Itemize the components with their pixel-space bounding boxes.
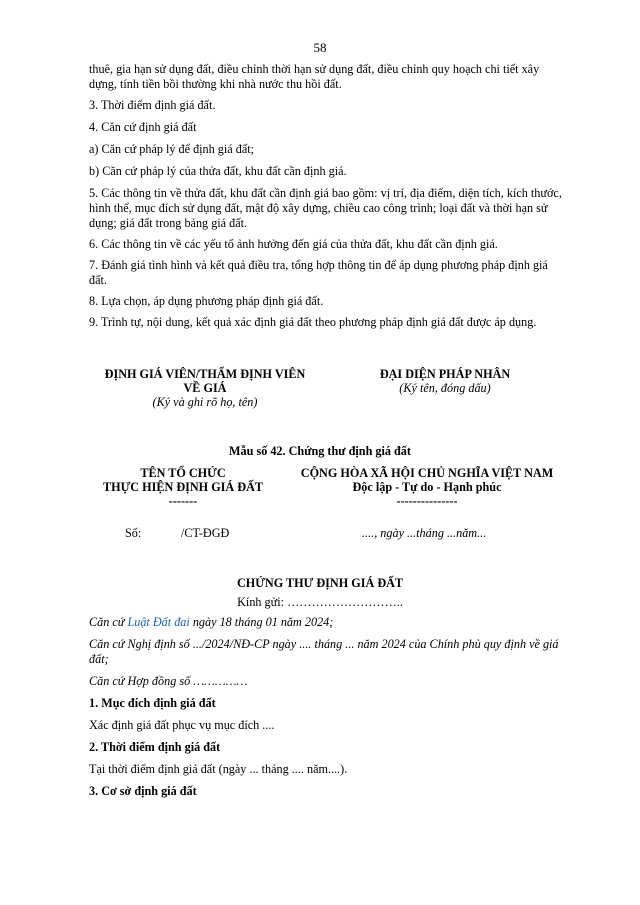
legal-basis-1-prefix: Căn cứ: [89, 615, 128, 629]
signature-left-note: (Ký và ghi rõ họ, tên): [152, 395, 258, 409]
signature-right-title: ĐẠI DIỆN PHÁP NHÂN: [379, 367, 511, 381]
list-item: 6. Các thông tin về các yếu tố ảnh hưởng đến giá của thửa đất, khu đất cần định giá.: [89, 237, 498, 251]
header-left-line-1: TÊN TỔ CHỨC: [140, 466, 226, 480]
legal-basis-1: [89, 615, 567, 630]
section-1-text: Xác định giá đất phục vụ mục đích ....: [89, 718, 275, 732]
law-link[interactable]: Luật Đất đai: [127, 615, 190, 629]
list-item: a) Căn cứ pháp lý để định giá đất;: [89, 142, 254, 156]
list-item: 5. Các thông tin về thửa đất, khu đất cần định giá bao gồm: vị trí, địa điểm, diện tích, kích thước, hình thể, mục đích sử dụng đất, mật độ xây dựng, chiều cao công trình; loại đất và thời hạn sử dụng; giá đất trong bảng giá đất.: [89, 186, 562, 230]
legal-basis-3: Căn cứ Hợp đồng số ……………: [89, 674, 248, 688]
header-right: [286, 466, 568, 508]
section-1-heading: 1. Mục đích định giá đất: [89, 696, 216, 710]
header-left: [88, 466, 278, 508]
signature-left-title-2: VỀ GIÁ: [183, 381, 227, 395]
header-right-line-3: ---------------: [396, 494, 458, 508]
number-label: Số:: [125, 526, 142, 540]
content-top: [89, 62, 567, 330]
content-bottom: [89, 615, 567, 799]
form-title: Mẫu số 42. Chứng thư định giá đất: [229, 444, 411, 458]
header-left-line-3: -------: [168, 494, 198, 508]
header-right-line-2: Độc lập - Tự do - Hạnh phúc: [352, 480, 502, 494]
legal-basis-1-suffix: ngày 18 tháng 01 năm 2024;: [189, 615, 334, 629]
signature-right-note: (Ký tên, đóng dấu): [399, 381, 491, 395]
signature-right: [350, 367, 540, 395]
recipient-line: Kính gửi: ………………………..: [237, 595, 403, 609]
section-3-heading: 3. Cơ sở định giá đất: [89, 784, 197, 798]
number-code: /CT-ĐGĐ: [181, 526, 230, 540]
page-number: 58: [313, 40, 327, 55]
intro-continuation: thuê, gia hạn sử dụng đất, điều chỉnh thời hạn sử dụng đất, điều chỉnh quy hoạch chi tiết xây dựng, tính tiền bồi thường khi nhà nước thu hồi đất.: [89, 62, 540, 91]
header-right-line-1: CỘNG HÒA XÃ HỘI CHỦ NGHĨA VIỆT NAM: [300, 466, 554, 480]
list-item: 4. Căn cứ định giá đất: [89, 120, 197, 134]
date-line: ...., ngày ...tháng ...năm...: [362, 526, 487, 540]
list-item: 7. Đánh giá tình hình và kết quả điều tra, tổng hợp thông tin để áp dụng phương pháp định giá đất.: [89, 258, 548, 287]
list-item: b) Căn cứ pháp lý của thửa đất, khu đất cần định giá.: [89, 164, 347, 178]
document-title: CHỨNG THƯ ĐỊNH GIÁ ĐẤT: [236, 576, 404, 590]
section-2-heading: 2. Thời điểm định giá đất: [89, 740, 221, 754]
section-2-text: Tại thời điểm định giá đất (ngày ... tháng .... năm....).: [89, 762, 348, 776]
list-item: 9. Trình tự, nội dung, kết quả xác định giá đất theo phương pháp định giá đất được áp dụng.: [89, 315, 537, 329]
signature-left-title-1: ĐỊNH GIÁ VIÊN/THẨM ĐỊNH VIÊN: [104, 367, 306, 381]
legal-basis-2: Căn cứ Nghị định số .../2024/NĐ-CP ngày .... tháng ... năm 2024 của Chính phủ quy định về giá đất;: [89, 637, 559, 666]
header-left-line-2: THỰC HIỆN ĐỊNH GIÁ ĐẤT: [102, 480, 264, 494]
signature-left: [90, 367, 320, 409]
list-item: 8. Lựa chọn, áp dụng phương pháp định giá đất.: [89, 294, 324, 308]
list-item: 3. Thời điểm định giá đất.: [89, 98, 216, 112]
